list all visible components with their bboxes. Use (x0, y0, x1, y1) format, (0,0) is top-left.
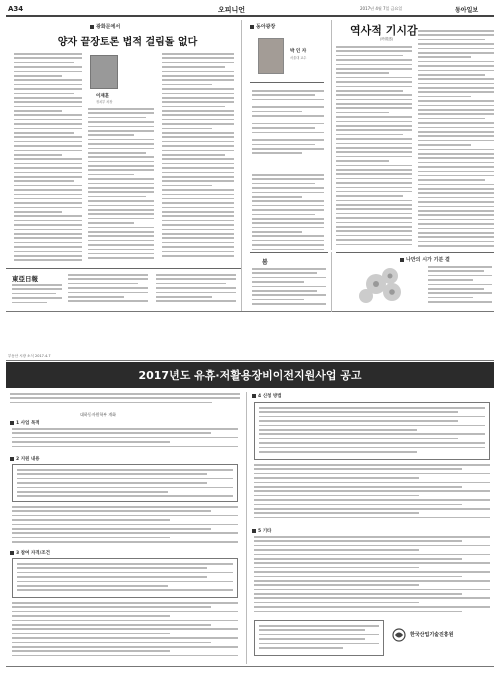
ad-section-2: 2 지원 내용 (10, 456, 40, 462)
mid-author-name: 박 인 자 (290, 49, 307, 54)
ad-table-3 (254, 402, 490, 460)
mid-pull-rule (250, 82, 324, 83)
paper-name: 동아일보 (455, 7, 479, 14)
ad-section-1: 1 사업 목적 (10, 420, 40, 426)
lower-right-top-rule (336, 252, 494, 253)
right-text-a (336, 46, 412, 251)
left-column-text-1 (14, 53, 82, 263)
ad-title: 2017년도 유휴·저활용장비이전지원사업 공고 (138, 369, 362, 382)
author-title: 정치부 차장 (96, 100, 113, 104)
lower-mid-text (252, 268, 326, 310)
left-column-headline: 양자 끝장토론 법적 걸림돌 없다 (57, 37, 198, 48)
issue-date: 2017년 4월 7일 금요일 (360, 6, 403, 11)
publisher-info-a (12, 284, 62, 308)
ad-top-rule (6, 360, 494, 361)
section-square-icon (90, 25, 94, 29)
ad-section-3: 3 참여 자격/조건 (10, 550, 50, 556)
ad-section-5: 5 기타 (252, 528, 271, 534)
right-column-kicker: (時視感) (380, 37, 394, 41)
right-column-headline: 역사적 기시감 (350, 24, 418, 37)
ad-contact-box (254, 620, 384, 656)
lower-mid-divider (331, 252, 332, 312)
section-square-icon (250, 25, 254, 29)
publisher-strip-bottom-rule (6, 311, 494, 312)
author-photo (90, 55, 118, 89)
ad-section-2-text (12, 506, 238, 546)
left-column-label: 광화문에서 (90, 23, 120, 30)
mid-column-divider (331, 20, 332, 250)
left-column-text-2 (88, 108, 154, 263)
ad-table-1 (12, 464, 238, 502)
publisher-strip-top-rule (6, 268, 241, 269)
mid-column-label: 동아광장 (250, 23, 275, 30)
ad-section-4: 4 신청 방법 (252, 393, 282, 399)
left-column-text-3 (162, 53, 234, 263)
page-number: A34 (8, 5, 24, 13)
flower-illustration (346, 262, 422, 310)
ad-table-2 (12, 558, 238, 598)
ad-bottom-rule (6, 666, 494, 667)
mid-body-text (252, 174, 324, 254)
lower-right-label: 나만의 시가 기분 곁 (400, 256, 450, 263)
ad-section-5-text (254, 536, 490, 616)
org-logo-icon (392, 628, 406, 642)
publisher-logo: 東亞日報 (12, 275, 38, 283)
section-name: 오피니언 (218, 6, 246, 14)
ad-subtitle: 대하동자원학부 개화 (80, 412, 117, 417)
left-column-divider (241, 20, 242, 312)
ad-title-bar (6, 362, 494, 388)
ad-section-3-text (12, 602, 238, 660)
mid-author-title: 서울대 교수 (290, 56, 307, 60)
mid-pull-quote (252, 90, 324, 170)
lower-right-text (428, 266, 492, 308)
lower-mid-top-rule (250, 252, 328, 253)
ad-section-4-text (254, 464, 490, 524)
mid-author-photo (258, 38, 284, 74)
ad-column-divider (246, 392, 247, 664)
author-name: 이재훈 (96, 94, 110, 99)
ad-section-1-text (12, 428, 238, 454)
ad-footer-org: 한국산업기술진흥원 (410, 632, 454, 638)
section-square-icon (400, 258, 404, 262)
ad-intro-text (10, 393, 240, 411)
publisher-info-b (68, 274, 148, 308)
lower-mid-title: 봄 (262, 259, 268, 266)
ad-header-left: 부동산 시장 소식 2017.4.7 (8, 354, 51, 358)
masthead-rule (6, 15, 494, 17)
publisher-info-c (156, 274, 236, 308)
right-text-b (418, 30, 494, 252)
